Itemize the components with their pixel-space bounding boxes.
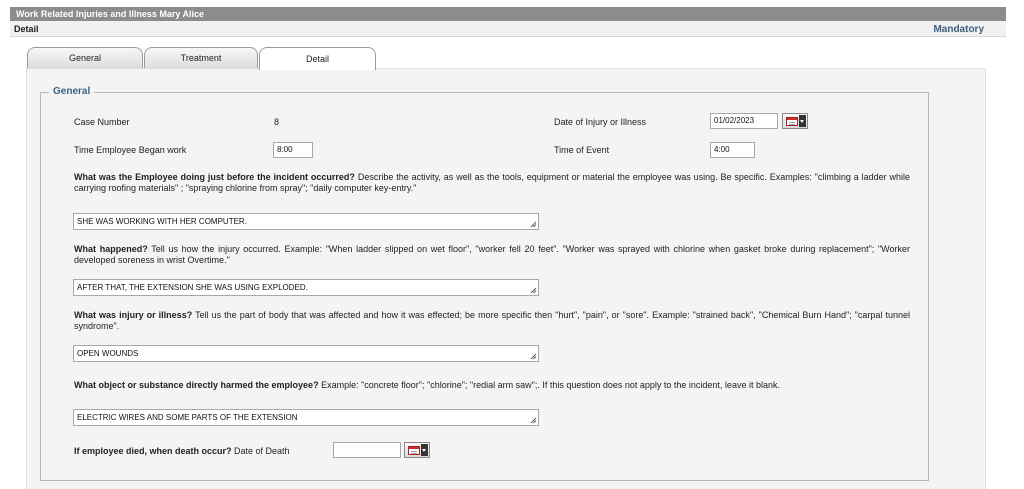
window-title-bar	[10, 7, 1006, 21]
what-happened-textarea[interactable]	[73, 279, 539, 296]
time-of-event-field[interactable]: 4:00	[710, 142, 755, 158]
date-of-death-field[interactable]	[333, 442, 401, 458]
tab-general[interactable]: General	[27, 47, 143, 69]
case-number-value: 8	[274, 117, 280, 127]
resize-grip-icon[interactable]	[530, 221, 537, 228]
page-title: Work Related Injuries and Illness Mary Alice	[16, 9, 205, 19]
activity-textarea[interactable]	[73, 213, 539, 230]
what-happened-answer: AFTER THAT, THE EXTENSION SHE WAS USING EXPLODED.	[77, 283, 308, 292]
chevron-down-icon	[799, 115, 806, 127]
chevron-down-icon	[421, 444, 428, 456]
question-what-happened	[74, 244, 910, 266]
question-injury-heading: What was injury or illness?	[74, 310, 193, 320]
injury-answer: OPEN WOUNDS	[77, 349, 139, 358]
resize-grip-icon[interactable]	[530, 287, 537, 294]
date-of-death-label: Date of Death	[231, 446, 290, 456]
date-of-death-picker-button[interactable]	[404, 442, 430, 458]
section-title: Detail	[14, 24, 39, 34]
case-number-label: Case Number	[74, 117, 130, 127]
object-answer: ELECTRIC WIRES AND SOME PARTS OF THE EXTENSION	[77, 413, 298, 422]
question-injury-text: Tell us the part of body that was affected and how it was effected; be more specific then "hurt", "pain", or "sore". Example: "strained back", "Chemical Burn Hand"; "carpal tunnel syndrome".	[74, 310, 910, 331]
question-injury	[74, 310, 910, 332]
object-textarea[interactable]	[73, 409, 539, 426]
time-of-event-label: Time of Event	[554, 145, 610, 155]
section-bar	[10, 21, 1006, 37]
fieldset-legend: General	[49, 86, 94, 97]
date-of-injury-label: Date of Injury or Illness	[554, 117, 647, 127]
tab-treatment[interactable]: Treatment	[144, 47, 258, 69]
death-question-heading: If employee died, when death occur?	[74, 446, 232, 456]
resize-grip-icon[interactable]	[530, 353, 537, 360]
tab-detail[interactable]: Detail	[259, 47, 376, 70]
question-what-happened-heading: What happened?	[74, 244, 148, 254]
date-of-injury-picker-button[interactable]	[782, 113, 808, 129]
time-began-work-label: Time Employee Began work	[74, 145, 187, 155]
question-activity-text: Describe the activity, as well as the tools, equipment or material the employee was using. Be specific. Examples: "climbing a ladder while carrying roofing materials" ; "spraying chlorine from spray"; "daily computer key-entry."	[74, 172, 911, 193]
question-activity	[74, 172, 910, 194]
calendar-icon	[408, 446, 420, 455]
question-activity-heading: What was the Employee doing just before the incident occurred?	[74, 172, 355, 182]
mandatory-link[interactable]: Mandatory	[933, 24, 984, 35]
question-object-text: Example: "concrete floor"; "chlorine"; "redial arm saw";. If this question does not apply to the incident, leave it blank.	[318, 380, 780, 390]
injury-textarea[interactable]	[73, 345, 539, 362]
question-what-happened-text: Tell us how the injury occurred. Example: "When ladder slipped on wet floor", "worker fell 20 feet". "Worker was sprayed with chlorine when gasket broke during replacement"; "Worker developed soreness in wrist Overtime."	[74, 244, 911, 265]
date-of-injury-field[interactable]: 01/02/2023	[710, 113, 778, 129]
time-began-work-field[interactable]: 8:00	[273, 142, 313, 158]
calendar-icon	[786, 117, 798, 126]
death-question	[74, 446, 334, 457]
question-object	[74, 380, 910, 391]
activity-answer: SHE WAS WORKING WITH HER COMPUTER.	[77, 217, 247, 226]
question-object-heading: What object or substance directly harmed the employee?	[74, 380, 319, 390]
resize-grip-icon[interactable]	[530, 417, 537, 424]
